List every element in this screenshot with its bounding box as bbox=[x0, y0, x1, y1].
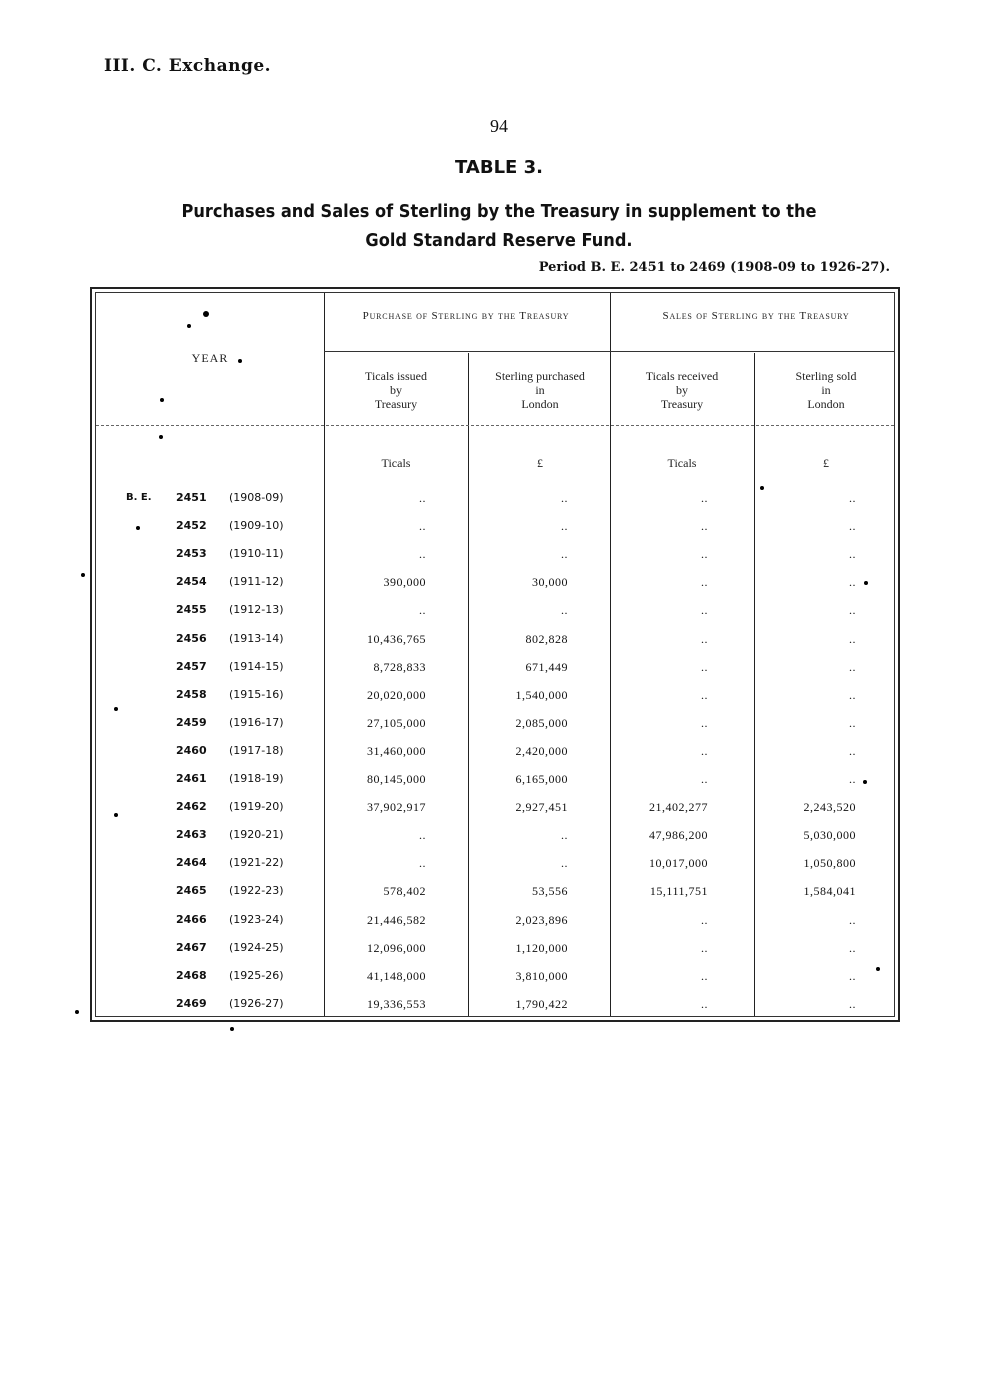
scan-speck bbox=[238, 359, 242, 363]
table-row bbox=[96, 490, 894, 518]
scan-speck bbox=[864, 581, 868, 585]
unit-ticals-2: Ticals bbox=[667, 456, 697, 470]
cell-sterling-purchased: .. bbox=[561, 519, 568, 534]
table-row bbox=[96, 883, 894, 911]
cell-ticals-issued: 19,336,553 bbox=[367, 996, 426, 1011]
cell-ticals-issued: 27,105,000 bbox=[367, 715, 426, 730]
cell-sterling-sold: .. bbox=[849, 940, 856, 955]
table-row bbox=[96, 771, 894, 799]
year-be: 2462 bbox=[176, 800, 207, 814]
cell-sterling-purchased: 3,810,000 bbox=[515, 968, 568, 983]
cell-ticals-received: .. bbox=[701, 631, 708, 646]
year-be: 2464 bbox=[176, 856, 207, 870]
cell-ticals-issued: .. bbox=[419, 856, 426, 871]
scan-speck bbox=[114, 813, 118, 817]
year-gregorian: (1919-20) bbox=[229, 800, 284, 814]
year-gregorian: (1923-24) bbox=[229, 912, 284, 926]
cell-ticals-issued: .. bbox=[419, 603, 426, 618]
year-be: 2467 bbox=[176, 940, 207, 954]
cell-ticals-issued: 578,402 bbox=[383, 884, 426, 899]
cell-sterling-sold: .. bbox=[849, 603, 856, 618]
year-be: 2459 bbox=[176, 715, 207, 729]
cell-sterling-purchased: 53,556 bbox=[532, 884, 568, 899]
year-be: 2465 bbox=[176, 884, 207, 898]
table-row bbox=[96, 715, 894, 743]
cell-sterling-purchased: 2,420,000 bbox=[515, 743, 568, 758]
scan-speck bbox=[203, 311, 209, 317]
year-header: YEAR bbox=[191, 351, 229, 365]
cell-ticals-issued: .. bbox=[419, 519, 426, 534]
header-line: Ticals received bbox=[645, 369, 719, 383]
sales-group-header: Sales of Sterling by the Treasury bbox=[662, 310, 850, 322]
scan-speck bbox=[136, 526, 140, 530]
cell-sterling-purchased: 30,000 bbox=[532, 575, 568, 590]
cell-ticals-received: 21,402,277 bbox=[649, 800, 708, 815]
cell-sterling-sold: .. bbox=[849, 912, 856, 927]
col-sterling-sold-header bbox=[758, 369, 894, 411]
cell-ticals-received: .. bbox=[701, 491, 708, 505]
scan-speck bbox=[114, 707, 118, 711]
cell-ticals-received: .. bbox=[701, 687, 708, 702]
cell-sterling-sold: .. bbox=[849, 547, 856, 562]
cell-ticals-received: 10,017,000 bbox=[649, 856, 708, 871]
header-line: Sterling sold bbox=[795, 369, 857, 383]
cell-sterling-purchased: .. bbox=[561, 828, 568, 843]
period-caption: Period B. E. 2451 to 2469 (1908-09 to 1926-27). bbox=[538, 260, 890, 275]
table-row bbox=[96, 799, 894, 827]
year-gregorian: (1913-14) bbox=[229, 631, 284, 645]
year-be: 2454 bbox=[176, 575, 207, 589]
header-line: London bbox=[521, 397, 559, 411]
cell-sterling-purchased: 2,023,896 bbox=[515, 912, 568, 927]
cell-ticals-issued: 12,096,000 bbox=[367, 940, 426, 955]
year-be: 2453 bbox=[176, 547, 207, 561]
table-row bbox=[96, 631, 894, 659]
cell-sterling-sold: .. bbox=[849, 715, 856, 730]
cell-ticals-received: .. bbox=[701, 519, 708, 534]
scan-speck bbox=[876, 967, 880, 971]
cell-sterling-sold: .. bbox=[849, 575, 856, 590]
header-line: in bbox=[821, 383, 831, 397]
cell-sterling-purchased: 1,120,000 bbox=[515, 940, 568, 955]
title-line-1: Purchases and Sales of Sterling by the Treasury in supplement to the bbox=[181, 201, 817, 222]
header-line: by bbox=[676, 383, 688, 397]
year-gregorian: (1924-25) bbox=[229, 940, 284, 954]
table-row bbox=[96, 912, 894, 940]
scan-speck bbox=[159, 435, 163, 439]
year-gregorian: (1911-12) bbox=[229, 575, 284, 589]
unit-pound-2: £ bbox=[823, 456, 829, 470]
col-ticals-issued-header bbox=[328, 369, 464, 411]
cell-sterling-purchased: 6,165,000 bbox=[515, 772, 568, 786]
cell-ticals-received: .. bbox=[701, 940, 708, 955]
year-gregorian: (1916-17) bbox=[229, 715, 284, 729]
header-line: Ticals issued bbox=[365, 369, 427, 383]
cell-sterling-purchased: 802,828 bbox=[525, 631, 568, 646]
table-row bbox=[96, 940, 894, 968]
era-label: B. E. bbox=[126, 492, 152, 503]
year-gregorian: (1926-27) bbox=[229, 996, 284, 1010]
year-gregorian: (1912-13) bbox=[229, 603, 284, 617]
year-be: 2466 bbox=[176, 912, 207, 926]
cell-sterling-sold: 1,050,800 bbox=[803, 856, 856, 871]
unit-pound-1: £ bbox=[537, 456, 543, 470]
cell-ticals-received: .. bbox=[701, 968, 708, 983]
table-row bbox=[96, 855, 894, 883]
cell-sterling-purchased: 1,790,422 bbox=[515, 996, 568, 1011]
group-header-rule bbox=[324, 351, 894, 352]
year-be: 2463 bbox=[176, 828, 207, 842]
page-number: 94 bbox=[490, 116, 508, 136]
scan-speck bbox=[160, 398, 164, 402]
purchase-group-header: Purchase of Sterling by the Treasury bbox=[362, 310, 570, 322]
scan-speck bbox=[863, 780, 867, 784]
cell-ticals-received: .. bbox=[701, 996, 708, 1011]
cell-ticals-received: .. bbox=[701, 772, 708, 786]
cell-ticals-issued: 31,460,000 bbox=[367, 743, 426, 758]
header-line: Sterling purchased bbox=[495, 369, 585, 383]
table-row bbox=[96, 827, 894, 855]
year-gregorian: (1917-18) bbox=[229, 743, 284, 757]
cell-ticals-received: .. bbox=[701, 743, 708, 758]
cell-ticals-received: .. bbox=[701, 575, 708, 590]
year-be: 2452 bbox=[176, 519, 207, 533]
table-row bbox=[96, 518, 894, 546]
cell-sterling-sold: .. bbox=[849, 687, 856, 702]
col-sterling-purchased-header bbox=[472, 369, 608, 411]
year-be: 2456 bbox=[176, 631, 207, 645]
title-line-2: Gold Standard Reserve Fund. bbox=[365, 230, 633, 251]
cell-sterling-purchased: .. bbox=[561, 603, 568, 618]
cell-sterling-purchased: .. bbox=[561, 491, 568, 505]
scan-speck bbox=[187, 324, 191, 328]
table-row bbox=[96, 546, 894, 574]
header-line: in bbox=[535, 383, 545, 397]
cell-ticals-issued: 21,446,582 bbox=[367, 912, 426, 927]
cell-sterling-purchased: .. bbox=[561, 856, 568, 871]
year-gregorian: (1908-09) bbox=[229, 491, 284, 504]
table-title bbox=[140, 197, 858, 255]
cell-ticals-received: .. bbox=[701, 547, 708, 562]
col-ticals-received-header bbox=[614, 369, 750, 411]
cell-sterling-sold: 5,030,000 bbox=[803, 828, 856, 843]
year-be: 2460 bbox=[176, 743, 207, 757]
cell-sterling-sold: 1,584,041 bbox=[803, 884, 856, 899]
year-gregorian: (1915-16) bbox=[229, 687, 284, 701]
cell-ticals-issued: .. bbox=[419, 547, 426, 562]
table-row bbox=[96, 602, 894, 630]
cell-sterling-sold: .. bbox=[849, 772, 856, 786]
cell-sterling-sold: .. bbox=[849, 631, 856, 646]
cell-sterling-purchased: .. bbox=[561, 547, 568, 562]
cell-sterling-purchased: 1,540,000 bbox=[515, 687, 568, 702]
header-line: Treasury bbox=[660, 397, 704, 411]
cell-ticals-issued: .. bbox=[419, 491, 426, 505]
scan-speck bbox=[230, 1027, 234, 1031]
section-heading: III. C. Exchange. bbox=[104, 56, 272, 76]
year-gregorian: (1910-11) bbox=[229, 547, 284, 561]
cell-ticals-issued: 390,000 bbox=[383, 575, 426, 590]
table-row bbox=[96, 687, 894, 715]
table-row bbox=[96, 743, 894, 771]
data-table bbox=[90, 287, 900, 1022]
cell-sterling-sold: 2,243,520 bbox=[803, 800, 856, 815]
header-bottom-rule bbox=[96, 425, 894, 426]
table-number: TABLE 3. bbox=[455, 157, 543, 178]
header-line: London bbox=[807, 397, 845, 411]
cell-ticals-received: 47,986,200 bbox=[649, 828, 708, 843]
cell-sterling-purchased: 2,927,451 bbox=[515, 800, 568, 815]
cell-ticals-received: .. bbox=[701, 659, 708, 674]
year-be: 2469 bbox=[176, 996, 207, 1010]
table-row bbox=[96, 968, 894, 996]
cell-ticals-received: .. bbox=[701, 912, 708, 927]
year-be: 2451 bbox=[176, 491, 207, 504]
year-gregorian: (1918-19) bbox=[229, 772, 284, 785]
year-gregorian: (1909-10) bbox=[229, 519, 284, 533]
cell-sterling-purchased: 671,449 bbox=[525, 659, 568, 674]
cell-ticals-received: .. bbox=[701, 715, 708, 730]
year-be: 2457 bbox=[176, 659, 207, 673]
year-gregorian: (1920-21) bbox=[229, 828, 284, 842]
cell-ticals-issued: 41,148,000 bbox=[367, 968, 426, 983]
cell-ticals-issued: 80,145,000 bbox=[367, 772, 426, 786]
table-row bbox=[96, 996, 894, 1024]
year-gregorian: (1925-26) bbox=[229, 968, 284, 982]
cell-sterling-sold: .. bbox=[849, 659, 856, 674]
scan-speck bbox=[760, 486, 764, 490]
cell-ticals-issued: .. bbox=[419, 828, 426, 843]
cell-ticals-issued: 10,436,765 bbox=[367, 631, 426, 646]
scan-speck bbox=[75, 1010, 79, 1014]
table-row bbox=[96, 574, 894, 602]
year-gregorian: (1914-15) bbox=[229, 659, 284, 673]
header-line: Treasury bbox=[374, 397, 418, 411]
year-be: 2468 bbox=[176, 968, 207, 982]
cell-ticals-issued: 37,902,917 bbox=[367, 800, 426, 815]
table-row bbox=[96, 659, 894, 687]
table-inner-border bbox=[95, 292, 895, 1017]
year-be: 2458 bbox=[176, 687, 207, 701]
cell-sterling-sold: .. bbox=[849, 996, 856, 1011]
cell-ticals-issued: 8,728,833 bbox=[373, 659, 426, 674]
cell-sterling-sold: .. bbox=[849, 968, 856, 983]
cell-ticals-received: .. bbox=[701, 603, 708, 618]
cell-sterling-sold: .. bbox=[849, 519, 856, 534]
year-be: 2455 bbox=[176, 603, 207, 617]
unit-ticals-1: Ticals bbox=[381, 456, 411, 470]
year-gregorian: (1922-23) bbox=[229, 884, 284, 898]
cell-sterling-sold: .. bbox=[849, 491, 856, 505]
year-be: 2461 bbox=[176, 772, 207, 785]
scan-speck bbox=[81, 573, 85, 577]
header-line: by bbox=[390, 383, 402, 397]
cell-ticals-issued: 20,020,000 bbox=[367, 687, 426, 702]
year-gregorian: (1921-22) bbox=[229, 856, 284, 870]
cell-ticals-received: 15,111,751 bbox=[649, 884, 708, 899]
cell-sterling-sold: .. bbox=[849, 743, 856, 758]
cell-sterling-purchased: 2,085,000 bbox=[515, 715, 568, 730]
